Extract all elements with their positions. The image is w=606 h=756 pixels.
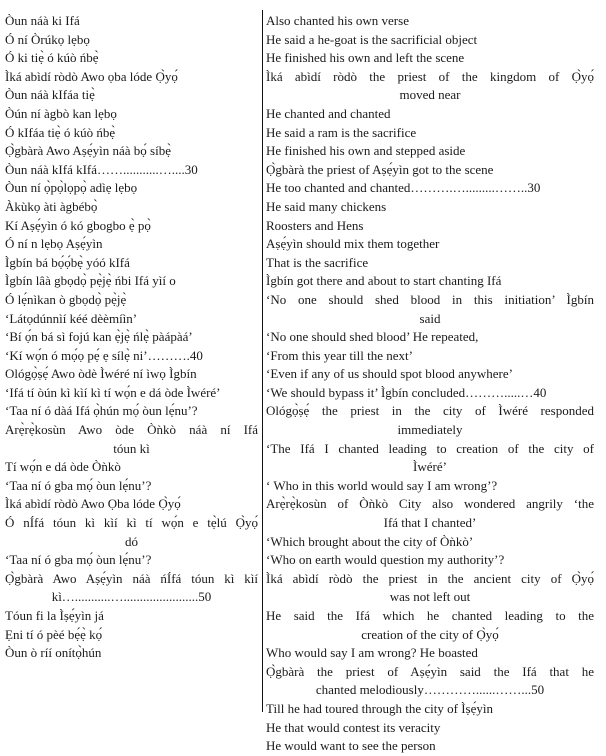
english-verse-line: Ológọ̀ṣẹ́ the priest in the city of Ìwéré responded (266, 403, 594, 419)
english-translation-column (266, 12, 594, 756)
yoruba-verse-line: Ó ní Òrúkọ lẹbọ (5, 31, 90, 47)
english-verse-line: He chanted and chanted (266, 105, 391, 121)
yoruba-verse-line: Òun náà kIfáa tiẹ̀ (5, 87, 95, 103)
english-verse-line: Also chanted his own verse (266, 13, 409, 28)
english-verse-line: He said the Ifá which he chanted leading to the (266, 608, 594, 623)
yoruba-verse-line: Ìká abìdí ròdò Awo ọba lóde Ọ̀yọ́ (5, 68, 178, 84)
yoruba-verse-line: Òun ò ríí onítọ̀hún (5, 645, 102, 661)
yoruba-verse-line-continuation: dó (125, 533, 138, 549)
english-verse-line-continuation: said (419, 310, 441, 326)
yoruba-verse-line: Òún ní àgbò kan lẹbọ (5, 105, 117, 121)
yoruba-verse-line: Ó ní n lẹbọ Aṣẹ́yìn (5, 236, 103, 252)
yoruba-verse-line: ‘Taa ní ó gba mọ́ òun lẹ́nu’? (5, 552, 152, 568)
english-verse-line: ‘No one should shed blood’ He repeated, (266, 329, 479, 345)
yoruba-verse-line: Ọ̀gbàrà Awo Aṣẹ́yìn náà bọ́ síbẹ̀ (5, 143, 171, 159)
english-verse-line-continuation: Ifá that I chanted’ (383, 515, 477, 531)
english-verse-line: He said a he-goat is the sacrificial object (266, 31, 478, 47)
yoruba-verse-line: Ó kIfáa tiẹ̀ ó kúò ńbẹ̀ (5, 124, 116, 140)
english-verse-line: He said many chickens (266, 198, 387, 214)
column-divider (262, 10, 263, 712)
yoruba-verse-line: Ẹni tí ó pèé bẹ́ẹ̀ kọ́ (5, 626, 103, 642)
english-verse-line: Who would say I am wrong? He boasted (266, 645, 478, 661)
yoruba-verse-line: Ìgbín bá bọ́ọ́bẹ̀ yóó kIfá (5, 254, 130, 270)
yoruba-verse-line: Ìká abìdí ròdò Awo Ọba lóde Ọ̀yọ́ (5, 496, 181, 512)
yoruba-verse-line: ‘Taa ní ó gba mọ́ òun lẹ́nu’? (5, 477, 152, 493)
english-verse-line: ‘ Who in this world would say I am wrong’? (266, 477, 498, 493)
english-verse-line: ‘Who on earth would question my authority’? (266, 552, 505, 568)
yoruba-verse-line: Òun ní ọ̀pọ̀lọpọ̀ adìẹ lẹbọ (5, 180, 138, 196)
english-verse-line: He that would contest its veracity (266, 719, 441, 735)
english-verse-line: ‘From this year till the next’ (266, 347, 413, 363)
english-verse-line: Arẹ̀rẹ̀kosùn of Òǹkò City also wondered angrily ‘the (266, 496, 594, 512)
english-verse-line: ‘No one should shed blood in this initiation’ Ìgbín (266, 291, 594, 307)
english-verse-line: He finished his own and stepped aside (266, 143, 466, 159)
english-verse-line: Ìká abìdí ròdò the priest in the ancient city of Ọ̀yọ́ (266, 570, 594, 586)
yoruba-verse-line-continuation: kì…...........….......................50 (51, 589, 212, 605)
yoruba-verse-line: Ìgbín lâà gbọdọ̀ pẹ̀jẹ̀ ńbi Ifá yìí o (5, 273, 176, 289)
yoruba-verse-line: Ológọ̀ṣẹ́ Awo òdè Ìwéré ní ìwọ Ìgbín (5, 366, 197, 382)
english-verse-line: ‘Which brought about the city of Òǹkò’ (266, 533, 474, 549)
english-verse-line: Till he had toured through the city of Ìṣẹ́yìn (266, 700, 493, 716)
yoruba-verse-line: Ó lẹ́nìkan ò gbọdọ̀ pẹ̀jẹ̀ (5, 291, 127, 307)
yoruba-verse-line: Ọ̀gbàrà Awo Aṣẹ́yìn náà ńÍfá tóun kì kìí (5, 570, 258, 586)
yoruba-verse-line-continuation: tóun kì (113, 440, 150, 456)
english-verse-line: He finished his own and left the scene (266, 50, 465, 66)
english-verse-line: Ìgbín got there and about to start chanting Ifá (266, 273, 502, 289)
yoruba-verse-line: Tóun fi la Ìṣẹ́yìn já (5, 608, 104, 623)
english-verse-line: He would want to see the person (266, 738, 436, 754)
yoruba-verse-line: Arẹ̀rẹ̀kosùn Awo òde Òǹkò náà ní Ifá (5, 422, 258, 438)
english-verse-line: Ọ̀gbàrà the priest of Aṣẹ́yìn said the Ifá that he (266, 663, 594, 679)
english-verse-line: Aṣẹ́yìn should mix them together (266, 236, 440, 252)
english-verse-line: Ìká abìdí ròdò the priest of the kingdom of Ọ̀yọ́ (266, 68, 594, 84)
english-verse-line: Roosters and Hens (266, 217, 364, 233)
yoruba-verse-line: Àkùkọ àti àgbébọ̀ (5, 198, 98, 214)
english-verse-line-continuation: was not left out (389, 589, 471, 605)
english-verse-line: ‘We should bypass it’ Ìgbín concluded……….....…40 (266, 384, 547, 400)
english-verse-line-continuation: immediately (397, 422, 463, 438)
yoruba-verse-line: Òun náà kIfá kIfá……...........…....30 (5, 161, 198, 177)
yoruba-verse-line: Tí wọ́n e dá òde Òǹkò (5, 459, 121, 475)
english-verse-line: That is the sacrifice (266, 254, 369, 270)
yoruba-verse-line: ‘Látọdúnnìí kéé dèèmíìn’ (5, 310, 138, 326)
english-verse-line-continuation: moved near (399, 87, 461, 103)
yoruba-verse-line: ‘Taa ní ó dàá Ifá ọ̀hún mọ́ òun lẹ́nu’? (5, 403, 198, 419)
yoruba-verse-line: ‘Ifá tí òún kì kìí kì tí wọ́n e dá òde Ìwéré’ (5, 384, 221, 400)
yoruba-verse-line: Ó nÍfá tóun kì kìí kì tí wọ́n e tẹ̀lú Ọ̀yọ́ (5, 515, 258, 531)
english-verse-line-continuation: chanted melodiously…………......……...50 (315, 682, 545, 698)
english-verse-line: ‘Even if any of us should spot blood anywhere’ (266, 366, 513, 382)
english-verse-line-continuation: creation of the city of Ọ̀yọ́ (361, 626, 499, 642)
english-verse-line: He said a ram is the sacrifice (266, 124, 417, 140)
english-verse-line: Ọ̀gbàrà the priest of Aṣẹ́yìn got to the scene (266, 161, 494, 177)
yoruba-verse-line: ‘Bí ọ́n bá sì fojú kan ẹ̀jẹ̀ ńlẹ̀ pàápàá’ (5, 329, 193, 345)
yoruba-verse-line: Òun náà ki Ifá (5, 13, 80, 28)
english-verse-line: ‘The Ifá I chanted leading to creation of the city of (266, 440, 594, 456)
yoruba-verse-line: Ó ki tiẹ̀ ó kúò ńbẹ̀ (5, 50, 99, 66)
english-verse-line: He too chanted and chanted……….….........……..30 (266, 180, 541, 196)
yoruba-verse-column (5, 12, 258, 663)
english-verse-line-continuation: Ìwéré’ (413, 459, 447, 475)
yoruba-verse-line: Kí Aṣẹ́yìn ó kó gbogbo ẹ̀ pọ̀ (5, 217, 151, 233)
yoruba-verse-line: ‘Kí wọ́n ó mọ́ọ pẹ́ ẹ sílẹ̀ ni’……….40 (5, 347, 203, 363)
